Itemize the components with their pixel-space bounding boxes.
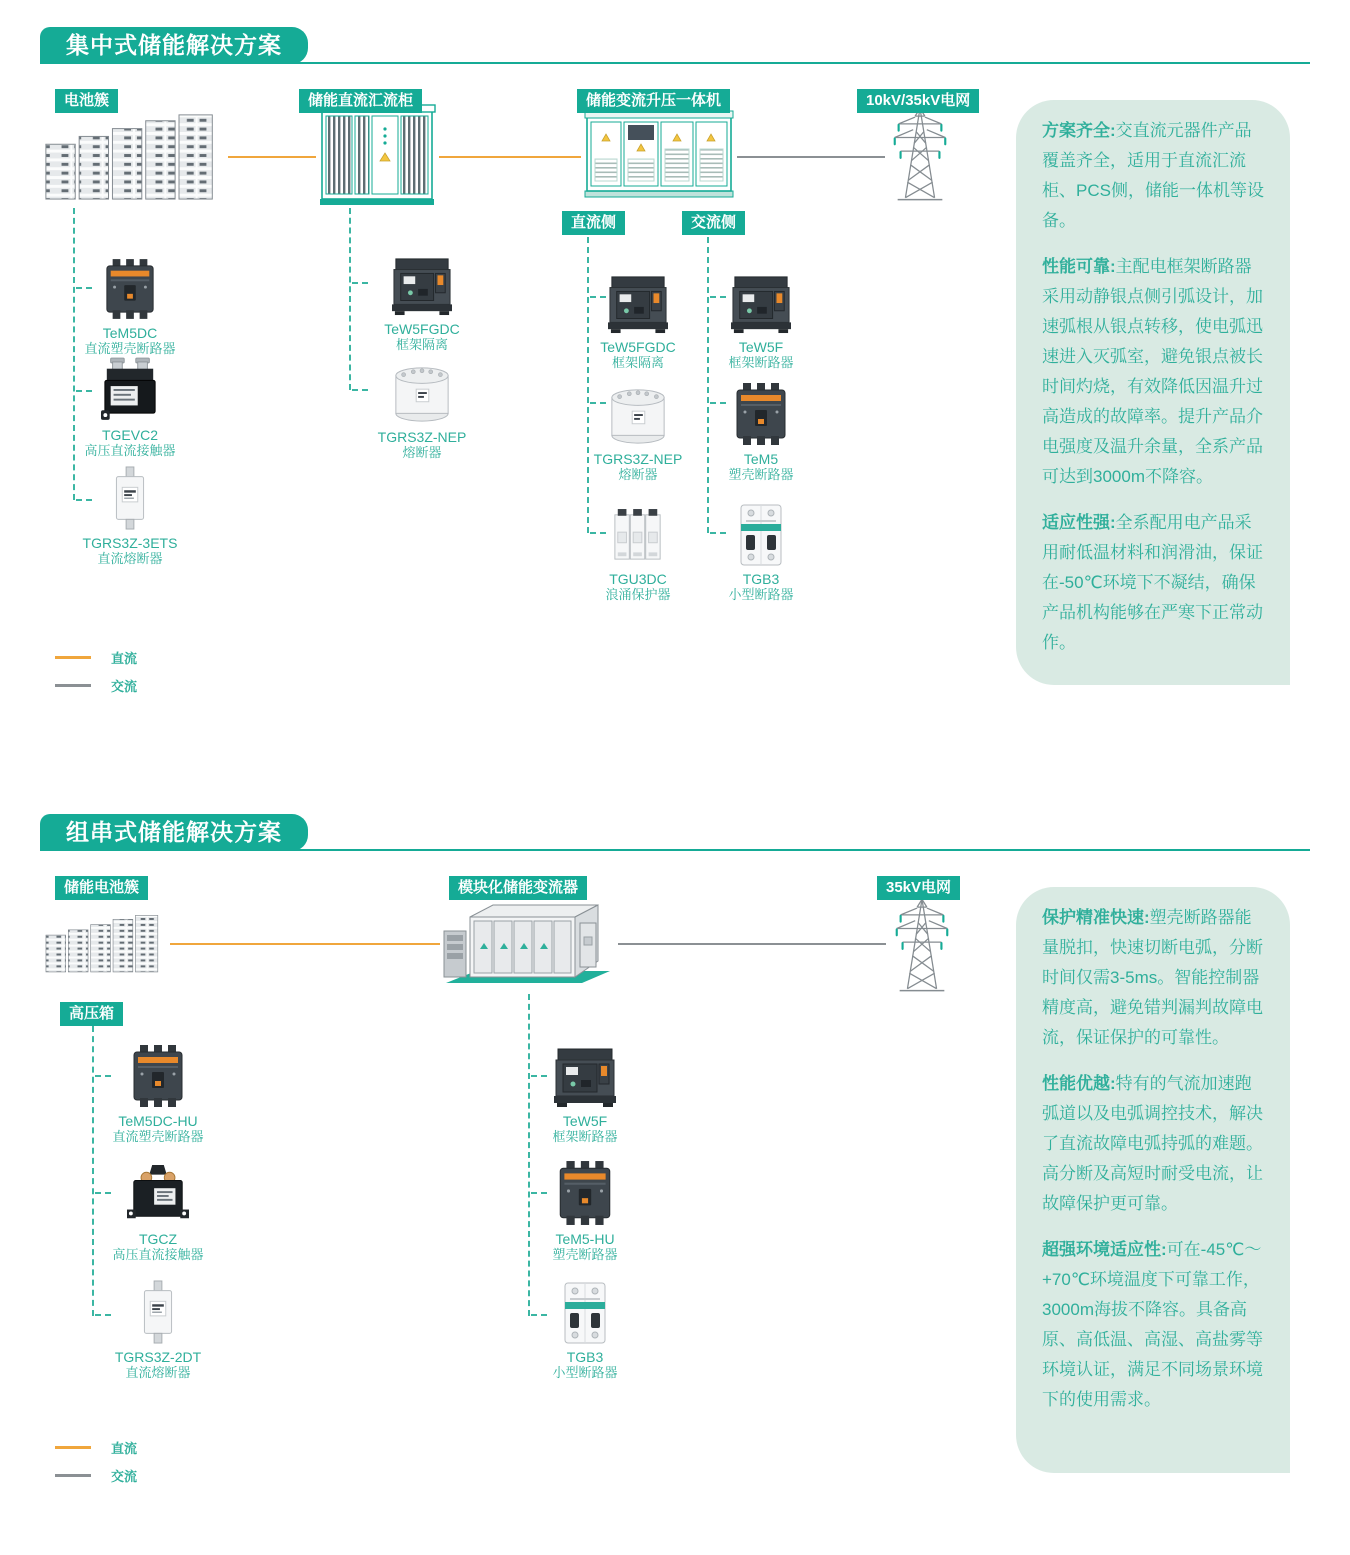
product-card bbox=[691, 500, 831, 602]
sidebar-paragraph-title: 适应性强: bbox=[1042, 513, 1116, 532]
product-desc: 框架隔离 bbox=[395, 337, 448, 352]
dc-legend-line bbox=[55, 656, 91, 659]
grid-tower-icon bbox=[888, 894, 956, 996]
section2-sidebar bbox=[1016, 887, 1290, 1473]
product-name: TGCZ bbox=[138, 1231, 178, 1247]
dc-legend-line bbox=[55, 1446, 91, 1449]
product-name: TGEVC2 bbox=[101, 427, 158, 443]
battery-cluster-icon bbox=[42, 894, 167, 992]
sidebar-paragraph-body: 全系配用电产品采用耐低温材料和润滑油，保证在-50℃环境下不凝结，确保产品机构能够在严寒下正常动作。 bbox=[1042, 513, 1263, 652]
dc-line-combiner-to-converter bbox=[439, 156, 581, 158]
product-desc: 小型断路器 bbox=[552, 1365, 618, 1380]
node-badge-battery-cluster: 电池簇 bbox=[55, 89, 118, 113]
ac-line-converter-to-grid bbox=[737, 156, 885, 158]
product-card bbox=[691, 268, 831, 370]
product-desc: 框架断路器 bbox=[728, 355, 794, 370]
grid-tower-icon bbox=[886, 103, 954, 205]
frame-breaker-icon bbox=[390, 256, 454, 316]
sidebar-paragraph-body: 塑壳断路器能量脱扣，快速切断电弧，分断时间仅需3-5ms。智能控制器精度高，避免错判漏判故障电流，保证保护的可靠性。 bbox=[1042, 908, 1263, 1047]
sub-badge-ac-side: 交流侧 bbox=[682, 211, 745, 235]
node-badge-grid-35kv: 35kV电网 bbox=[877, 876, 960, 900]
sub-badge-dc-side: 直流侧 bbox=[562, 211, 625, 235]
sidebar-paragraph-body: 主配电框架断路器采用动静银点侧引弧设计，加速弧根从银点转移，使电弧迅速进入灭弧室，避免银点被长时间灼烧，有效降低因温升过高造成的故障率。提升产品介电强度及温升余量，全系产品可达到3000m不降容。 bbox=[1042, 257, 1263, 486]
sidebar-paragraph-title: 超强环境适应性: bbox=[1042, 1240, 1167, 1259]
product-name: TGRS3Z-NEP bbox=[593, 451, 683, 467]
product-name: TGU3DC bbox=[609, 571, 667, 587]
product-name: TeW5FGDC bbox=[600, 339, 676, 355]
sub-badge-hv-box: 高压箱 bbox=[60, 1002, 123, 1026]
sidebar-paragraph bbox=[1042, 1069, 1264, 1219]
product-card bbox=[88, 1276, 228, 1380]
section1-title: 集中式储能解决方案 bbox=[66, 32, 282, 58]
barrel-fuse-icon bbox=[390, 364, 454, 424]
product-card bbox=[691, 376, 831, 482]
sidebar-paragraph-title: 性能可靠: bbox=[1042, 257, 1116, 276]
sidebar-paragraph-title: 保护精准快速: bbox=[1042, 908, 1150, 927]
product-name: TGRS3Z-2DT bbox=[114, 1349, 202, 1365]
frame-breaker-icon bbox=[729, 274, 793, 334]
product-card bbox=[515, 1276, 655, 1380]
ac-legend-line bbox=[55, 684, 91, 687]
dc-combiner-cabinet-icon bbox=[317, 103, 437, 207]
product-desc: 熔断器 bbox=[402, 445, 442, 460]
node-badge-storage-battery-cluster: 储能电池簇 bbox=[55, 876, 148, 900]
legend-ac bbox=[55, 676, 137, 695]
sidebar-paragraph-title: 方案齐全: bbox=[1042, 121, 1116, 140]
sidebar-paragraph-body: 特有的气流加速跑弧道以及电弧调控技术，解决了直流故障电弧持弧的难题。高分断及高短时耐受电流，让故障保护更可靠。 bbox=[1042, 1074, 1263, 1213]
mccb-icon bbox=[556, 1160, 614, 1226]
sidebar-paragraph bbox=[1042, 252, 1264, 492]
legend-dc bbox=[55, 1438, 137, 1457]
product-name: TeM5DC-HU bbox=[118, 1113, 198, 1129]
product-desc: 直流塑壳断路器 bbox=[112, 1129, 204, 1144]
product-card bbox=[515, 1040, 655, 1144]
sidebar-paragraph-title: 性能优越: bbox=[1042, 1074, 1116, 1093]
converter-booster-icon bbox=[583, 107, 735, 201]
product-name: TGB3 bbox=[566, 1349, 604, 1365]
hv-dc-contactor2-icon bbox=[127, 1164, 189, 1226]
product-card bbox=[88, 1044, 228, 1144]
section1-sidebar bbox=[1016, 100, 1290, 685]
sidebar-paragraph-body: 可在-45℃～+70℃环境温度下可靠工作，3000m海拔不降容。具备高原、高低温、高湿、高盐雾等环境认证，满足不同场景环境下的使用需求。 bbox=[1042, 1240, 1263, 1409]
sidebar-paragraph bbox=[1042, 903, 1264, 1053]
sidebar-paragraph bbox=[1042, 508, 1264, 658]
dc-legend-label: 直流 bbox=[111, 651, 138, 666]
surge-protector-icon bbox=[612, 506, 664, 566]
battery-cluster-icon bbox=[40, 106, 226, 206]
product-desc: 直流塑壳断路器 bbox=[84, 341, 176, 356]
frame-breaker-icon bbox=[606, 274, 670, 334]
ac-legend-label: 交流 bbox=[111, 1469, 138, 1484]
legend-ac bbox=[55, 1466, 137, 1485]
product-card bbox=[60, 258, 200, 356]
sidebar-paragraph bbox=[1042, 116, 1264, 236]
mccb-icon bbox=[733, 382, 789, 446]
modular-converter-icon bbox=[440, 897, 615, 992]
node-badge-grid: 10kV/35kV电网 bbox=[857, 89, 979, 113]
product-name: TGRS3Z-NEP bbox=[377, 429, 467, 445]
ac-legend-line bbox=[55, 1474, 91, 1477]
product-desc: 高压直流接触器 bbox=[112, 1247, 204, 1262]
product-name: TGB3 bbox=[742, 571, 780, 587]
product-card bbox=[88, 1160, 228, 1262]
product-desc: 塑壳断路器 bbox=[552, 1247, 618, 1262]
sidebar-paragraph-body: 交直流元器件产品覆盖齐全，适用于直流汇流柜、PCS侧，储能一体机等设备。 bbox=[1042, 121, 1264, 230]
product-desc: 塑壳断路器 bbox=[728, 467, 794, 482]
mccb-icon bbox=[103, 258, 157, 320]
product-card bbox=[352, 352, 492, 460]
hv-dc-contactor-icon bbox=[101, 356, 159, 422]
frame-breaker-icon bbox=[552, 1046, 618, 1108]
dc-legend-label: 直流 bbox=[111, 1441, 138, 1456]
dashed-connector bbox=[349, 208, 351, 390]
product-desc: 小型断路器 bbox=[728, 587, 794, 602]
section1-title-banner bbox=[40, 27, 308, 64]
product-name: TeW5F bbox=[738, 339, 784, 355]
product-name: TeW5FGDC bbox=[384, 321, 460, 337]
mccb-icon bbox=[130, 1044, 186, 1108]
section2-title: 组串式储能解决方案 bbox=[66, 819, 282, 845]
product-desc: 框架隔离 bbox=[611, 355, 664, 370]
product-card bbox=[352, 250, 492, 352]
product-name: TeM5-HU bbox=[555, 1231, 615, 1247]
product-card bbox=[60, 352, 200, 458]
section2-title-banner bbox=[40, 814, 308, 851]
node-badge-dc-combiner: 储能直流汇流柜 bbox=[299, 89, 422, 113]
product-desc: 直流熔断器 bbox=[125, 1365, 191, 1380]
legend-dc bbox=[55, 648, 137, 667]
product-card bbox=[568, 500, 708, 602]
product-card bbox=[60, 464, 200, 566]
dc-line-battery-to-converter bbox=[170, 943, 440, 945]
product-name: TeW5F bbox=[562, 1113, 608, 1129]
product-card bbox=[515, 1156, 655, 1262]
product-desc: 直流熔断器 bbox=[97, 551, 163, 566]
blade-fuse-icon bbox=[135, 1280, 181, 1344]
product-card bbox=[568, 376, 708, 482]
product-name: TeM5 bbox=[743, 451, 779, 467]
product-name: TGRS3Z-3ETS bbox=[82, 535, 178, 551]
product-desc: 框架断路器 bbox=[552, 1129, 618, 1144]
mini-breaker-icon bbox=[561, 1282, 609, 1344]
product-name: TeM5DC bbox=[102, 325, 158, 341]
barrel-fuse-icon bbox=[606, 386, 670, 446]
product-desc: 熔断器 bbox=[618, 467, 658, 482]
product-desc: 高压直流接触器 bbox=[84, 443, 176, 458]
ac-legend-label: 交流 bbox=[111, 679, 138, 694]
dc-line-battery-to-combiner bbox=[228, 156, 316, 158]
product-desc: 浪涌保护器 bbox=[605, 587, 671, 602]
sidebar-paragraph bbox=[1042, 1235, 1264, 1415]
node-badge-modular-converter: 模块化储能变流器 bbox=[449, 876, 587, 900]
product-card bbox=[568, 268, 708, 370]
blade-fuse-icon bbox=[107, 466, 153, 530]
ac-line-converter-to-grid bbox=[618, 943, 886, 945]
mini-breaker-icon bbox=[737, 504, 785, 566]
node-badge-converter-booster: 储能变流升压一体机 bbox=[577, 89, 730, 113]
